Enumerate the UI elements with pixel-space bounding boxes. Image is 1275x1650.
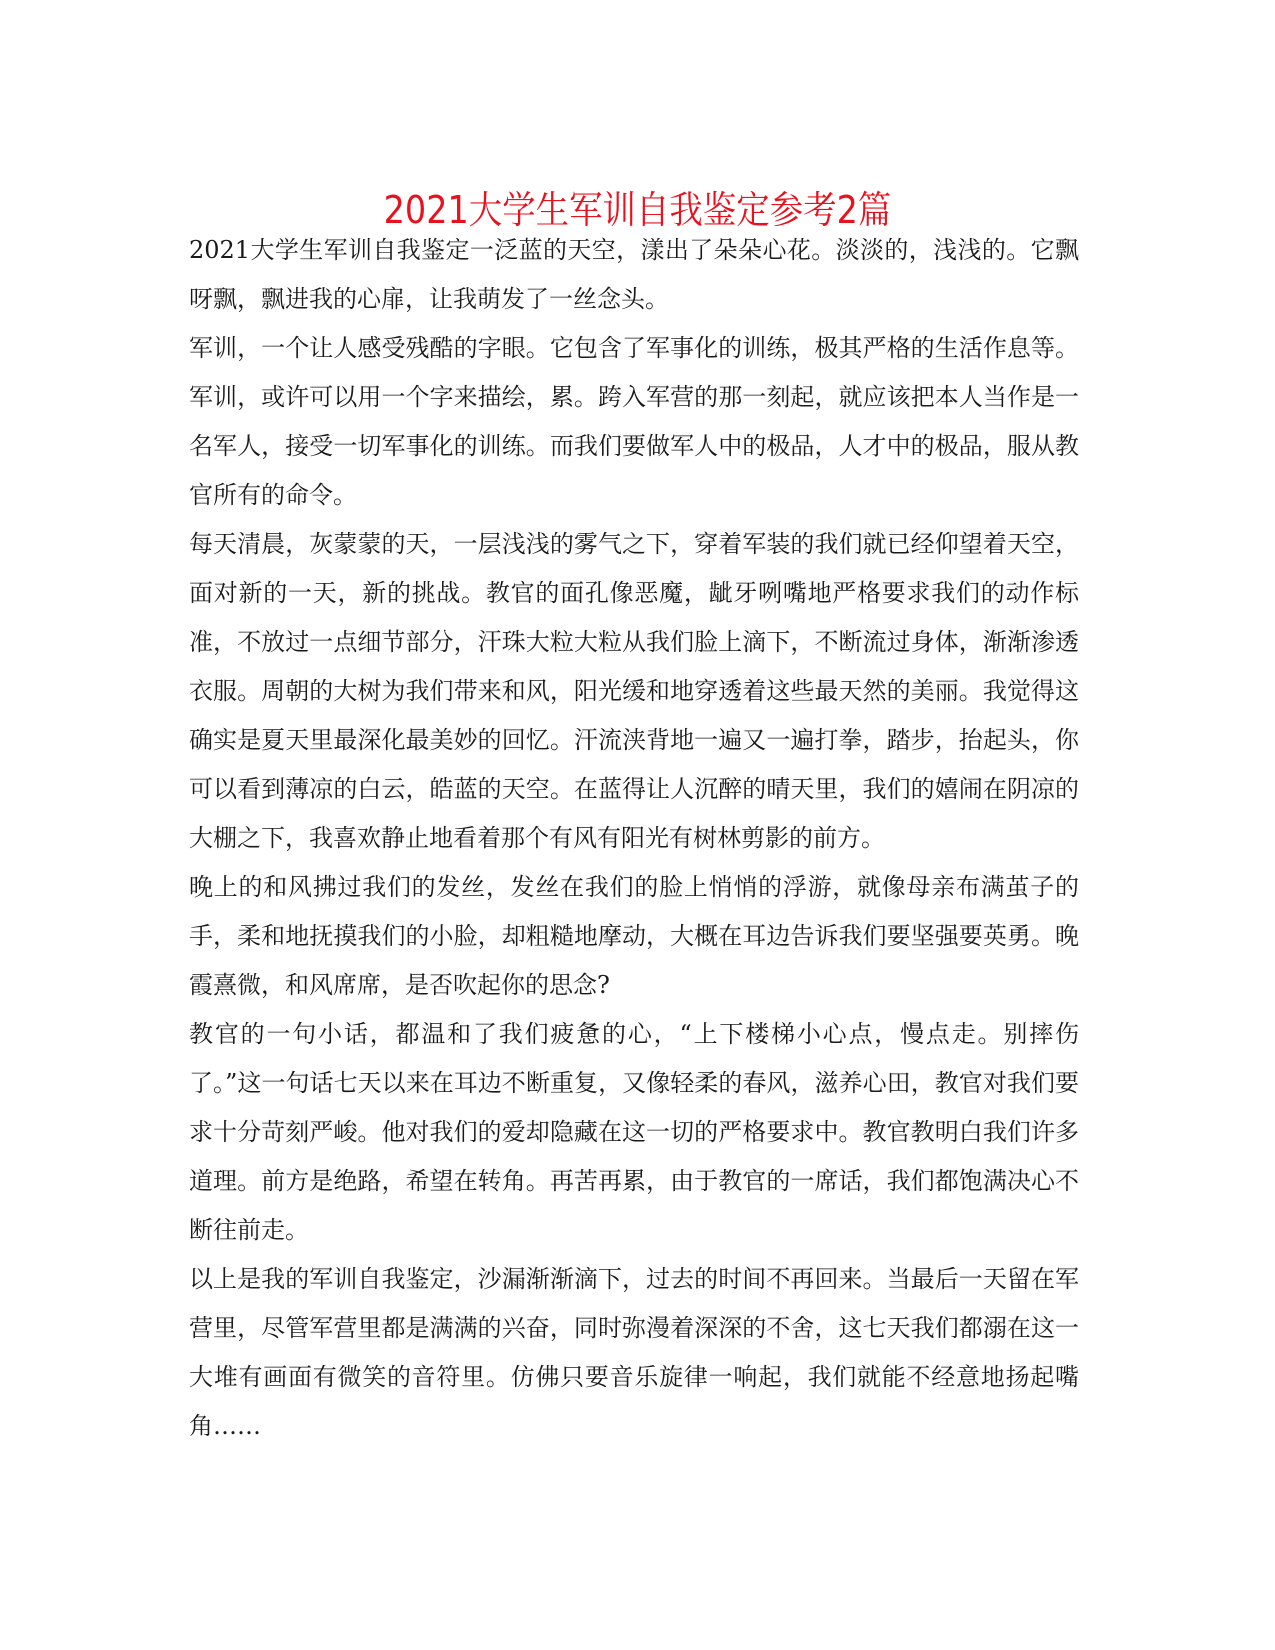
document-title: 2021大学生军训自我鉴定参考2篇 bbox=[383, 188, 892, 233]
paragraph-1: 2021大学生军训自我鉴定一泛蓝的天空，漾出了朵朵心花。淡淡的，浅浅的。它飘呀飘，飘进我的心扉，让我萌发了一丝念头。 bbox=[189, 236, 1079, 313]
paragraph-5: 教官的一句小话，都温和了我们疲惫的心，“上下楼梯小心点，慢点走。别摔伤了。”这一句话七天以来在耳边不断重复，又像轻柔的春风，滋养心田，教官对我们要求十分苛刻严峻。他对我们的爱却隐藏在这一切的严格要求中。教官教明白我们许多道理。前方是绝路，希望在转角。再苦再累，由于教官的一席话，我们都饱满决心不断往前走。 bbox=[189, 1020, 1079, 1244]
document-body bbox=[189, 226, 1079, 1451]
paragraph-3: 每天清晨，灰蒙蒙的天，一层浅浅的雾气之下，穿着军装的我们就已经仰望着天空，面对新的一天，新的挑战。教官的面孔像恶魔，龇牙咧嘴地严格要求我们的动作标准，不放过一点细节部分，汗珠大粒大粒从我们脸上滴下，不断流过身体，渐渐渗透衣服。周朝的大树为我们带来和风，阳光缓和地穿透着这些最天然的美丽。我觉得这确实是夏天里最深化最美妙的回忆。汗流浃背地一遍又一遍打拳，踏步，抬起头，你可以看到薄凉的白云，皓蓝的天空。在蓝得让人沉醉的晴天里，我们的嬉闹在阴凉的大棚之下，我喜欢静止地看着那个有风有阳光有树林剪影的前方。 bbox=[189, 530, 1079, 852]
paragraph-4: 晚上的和风拂过我们的发丝，发丝在我们的脸上悄悄的浮游，就像母亲布满茧子的手，柔和地抚摸我们的小脸，却粗糙地摩动，大概在耳边告诉我们要坚强要英勇。晚霞熹微，和风席席，是否吹起你的思念? bbox=[189, 873, 1079, 999]
paragraph-6: 以上是我的军训自我鉴定，沙漏渐渐滴下，过去的时间不再回来。当最后一天留在军营里，尽管军营里都是满满的兴奋，同时弥漫着深深的不舍，这七天我们都溺在这一大堆有画面有微笑的音符里。仿佛只要音乐旋律一响起，我们就能不经意地扬起嘴角…… bbox=[189, 1265, 1079, 1440]
paragraph-2: 军训，一个让人感受残酷的字眼。它包含了军事化的训练，极其严格的生活作息等。军训，或许可以用一个字来描绘，累。跨入军营的那一刻起，就应该把本人当作是一名军人，接受一切军事化的训练。而我们要做军人中的极品，人才中的极品，服从教官所有的命令。 bbox=[189, 334, 1079, 509]
